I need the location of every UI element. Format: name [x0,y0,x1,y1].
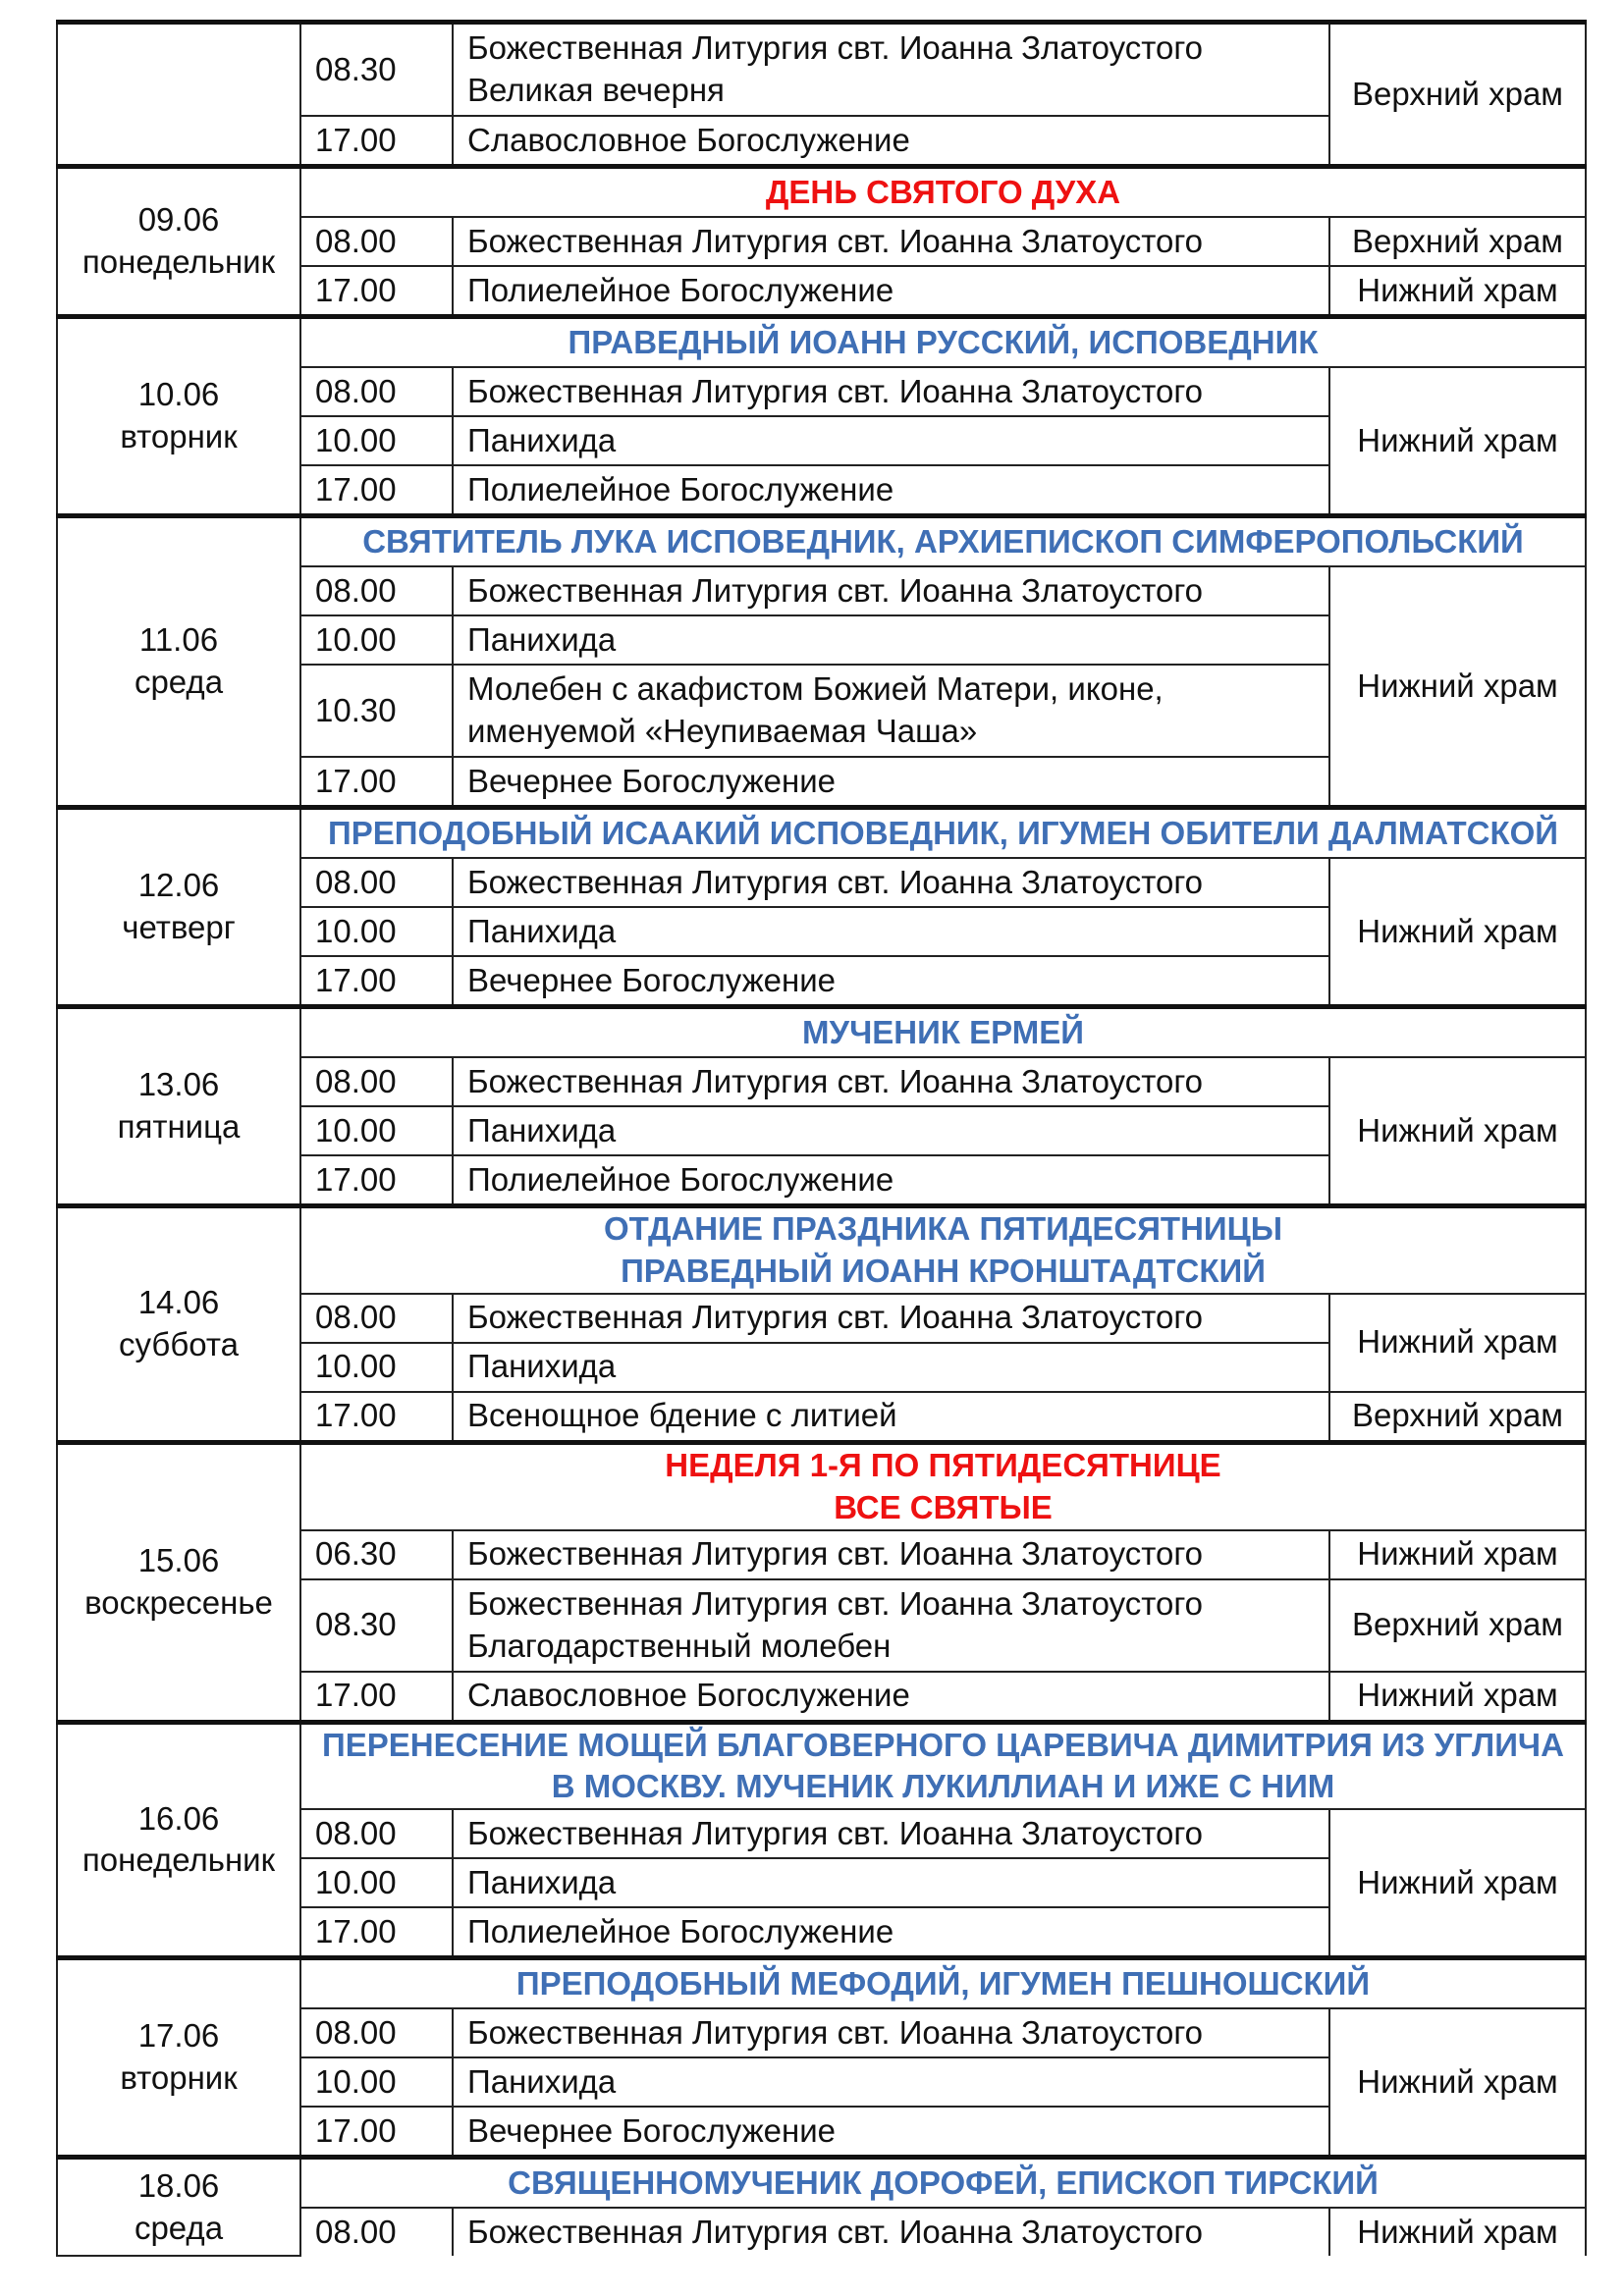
service-name-line: Божественная Литургия свт. Иоанна Златоустого [467,29,1204,67]
service-name [453,1392,1329,1443]
service-name-line: Полиелейное Богослужение [467,271,894,308]
service-name [453,757,1329,808]
service-name [453,23,1329,117]
service-name [453,566,1329,615]
service-time: 17.00 [300,1672,453,1723]
feast-line: ПРАВЕДНЫЙ ИОАНН КРОНШТАДТСКИЙ [621,1252,1266,1289]
feast-row [57,2158,1586,2209]
feast-title [300,317,1586,368]
feast-title [300,167,1586,218]
service-name-line: Полиелейное Богослужение [467,1912,894,1949]
service-name [453,116,1329,167]
feast-row [57,317,1586,368]
service-time: 08.30 [300,1579,453,1672]
service-time: 08.00 [300,1294,453,1343]
feast-row [57,1958,1586,2009]
service-time: 10.00 [300,615,453,665]
service-name [453,1343,1329,1392]
service-name-line: Божественная Литургия свт. Иоанна Златоустого [467,1062,1204,1099]
service-name-line: Вечернее Богослужение [467,2111,837,2149]
day-date: 10.06 [137,376,220,413]
service-time: 08.00 [300,217,453,266]
service-name-line: Вечернее Богослужение [467,961,837,998]
service-name [453,615,1329,665]
service-time: 08.30 [300,23,453,117]
service-name-line: Божественная Литургия свт. Иоанна Златоустого [467,222,1204,259]
service-name [453,1809,1329,1858]
feast-title [300,1722,1586,1809]
service-time: 08.00 [300,1057,453,1106]
day-date: 18.06 [137,2166,220,2204]
service-time: 17.00 [300,757,453,808]
service-name-line: Божественная Литургия свт. Иоанна Златоустого [467,2213,1204,2250]
service-name [453,416,1329,465]
service-name [453,465,1329,516]
day-date-cell [57,1958,300,2158]
day-date: 14.06 [137,1284,220,1320]
service-time: 17.00 [300,2107,453,2158]
day-weekday: пятница [117,1108,241,1145]
day-date-cell [57,1722,300,1958]
day-date-cell [57,23,300,167]
feast-row [57,1206,1586,1294]
day-date: 12.06 [137,867,220,904]
service-time: 17.00 [300,1155,453,1206]
service-name-line: Славословное Богослужение [467,1677,910,1714]
day-date-cell [57,808,300,1007]
service-name-line: Панихида [467,421,617,458]
service-name-line: Славословное Богослужение [467,121,910,158]
day-weekday: среда [134,664,224,700]
feast-title [300,1958,1586,2009]
service-place: Нижний храм [1329,1057,1586,1206]
day-date: 15.06 [137,1541,220,1578]
service-name-line: Вечернее Богослужение [467,762,837,799]
service-time: 10.00 [300,416,453,465]
day-weekday: четверг [122,909,236,945]
service-name [453,217,1329,266]
feast-line: ПРЕПОДОБНЫЙ ИСААКИЙ ИСПОВЕДНИК, ИГУМЕН ОБИТЕЛИ ДАЛМАТСКОЙ [328,814,1558,851]
feast-title [300,1206,1586,1294]
service-name-line: Благодарственный молебен [467,1627,892,1664]
service-place: Нижний храм [1329,2208,1586,2256]
service-name-line: Панихида [467,1111,617,1148]
service-name-line: Божественная Литургия свт. Иоанна Златоустого [467,2013,1204,2051]
feast-line: ПЕРЕНЕСЕНИЕ МОЩЕЙ БЛАГОВЕРНОГО ЦАРЕВИЧА ДИМИТРИЯ ИЗ УГЛИЧА [322,1726,1564,1763]
feast-row [57,1007,1586,1058]
service-name-line: Божественная Литургия свт. Иоанна Златоустого [467,1814,1204,1851]
day-date-cell [57,317,300,516]
feast-row [57,1442,1586,1529]
service-place: Нижний храм [1329,858,1586,1007]
service-place: Верхний храм [1329,1579,1586,1672]
feast-line: МУЧЕНИК ЕРМЕЙ [802,1013,1084,1050]
feast-title [300,808,1586,859]
service-time: 17.00 [300,266,453,317]
day-date: 17.06 [137,2017,220,2055]
day-weekday: воскресенье [84,1583,273,1621]
service-name-line: Божественная Литургия свт. Иоанна Златоустого [467,1535,1204,1573]
day-weekday: суббота [119,1325,239,1362]
service-time: 10.00 [300,907,453,956]
service-name [453,1106,1329,1155]
service-name [453,1907,1329,1958]
service-place: Верхний храм [1329,23,1586,167]
service-time: 17.00 [300,1392,453,1443]
service-time: 08.00 [300,566,453,615]
service-time: 17.00 [300,465,453,516]
day-date-cell [57,2158,300,2257]
service-time: 06.30 [300,1530,453,1579]
day-date: 16.06 [137,1799,220,1837]
service-place: Нижний храм [1329,566,1586,808]
service-row [57,23,1586,117]
service-name [453,1672,1329,1723]
feast-row [57,808,1586,859]
feast-row [57,516,1586,567]
schedule-table [56,20,1587,2257]
service-time: 10.00 [300,1858,453,1907]
service-place: Нижний храм [1329,1530,1586,1579]
service-name-line: Панихида [467,1863,617,1900]
feast-line: В МОСКВУ. МУЧЕНИК ЛУКИЛЛИАН И ИЖЕ С НИМ [551,1768,1335,1805]
service-name-line: Полиелейное Богослужение [467,470,894,507]
service-name [453,2057,1329,2107]
day-weekday: вторник [120,418,238,454]
day-date-cell [57,1007,300,1206]
feast-row [57,167,1586,218]
service-name-line: Божественная Литургия свт. Иоанна Златоустого [467,863,1204,900]
service-place: Нижний храм [1329,1672,1586,1723]
service-place: Нижний храм [1329,1809,1586,1958]
service-name-line: Молебен с акафистом Божией Матери, иконе, [467,670,1164,708]
day-weekday: понедельник [81,1842,276,1879]
service-name [453,1858,1329,1907]
service-place: Нижний храм [1329,266,1586,317]
feast-line: НЕДЕЛЯ 1-Я ПО ПЯТИДЕСЯТНИЦЕ [665,1446,1221,1483]
day-weekday: понедельник [81,243,276,280]
service-time: 08.00 [300,367,453,416]
service-name [453,1057,1329,1106]
service-name [453,956,1329,1007]
service-name-line: Божественная Литургия свт. Иоанна Златоустого [467,571,1204,609]
service-name-line: Всенощное бдение с литией [467,1397,897,1434]
day-weekday: вторник [120,2059,238,2097]
feast-title [300,1442,1586,1529]
service-name-line: Полиелейное Богослужение [467,1160,894,1198]
service-place: Нижний храм [1329,1294,1586,1392]
service-time: 10.00 [300,1343,453,1392]
service-name-line: Панихида [467,2062,617,2100]
service-time: 10.30 [300,665,453,757]
service-name-line: именуемой «Неупиваемая Чаша» [467,713,978,749]
service-time: 08.00 [300,858,453,907]
service-name [453,266,1329,317]
feast-title [300,1007,1586,1058]
service-time: 08.00 [300,2208,453,2256]
service-name [453,367,1329,416]
day-weekday: среда [134,2209,224,2246]
feast-line: СВЯТИТЕЛЬ ЛУКА ИСПОВЕДНИК, АРХИЕПИСКОП СИМФЕРОПОЛЬСКИЙ [362,522,1524,560]
day-date-cell [57,1442,300,1722]
service-name [453,2107,1329,2158]
service-name [453,2208,1329,2256]
feast-line: СВЯЩЕННОМУЧЕНИК ДОРОФЕЙ, ЕПИСКОП ТИРСКИЙ [508,2163,1379,2201]
feast-line: ДЕНЬ СВЯТОГО ДУХА [765,173,1121,210]
feast-title [300,2158,1586,2209]
day-date-cell [57,1206,300,1443]
feast-row [57,1722,1586,1809]
service-time: 17.00 [300,1907,453,1958]
service-name-line: Божественная Литургия свт. Иоанна Златоустого [467,1584,1204,1622]
service-time: 10.00 [300,1106,453,1155]
service-time: 10.00 [300,2057,453,2107]
day-date: 13.06 [137,1066,220,1103]
service-place: Нижний храм [1329,2008,1586,2158]
day-date: 09.06 [137,201,220,239]
service-name [453,2008,1329,2057]
service-time: 08.00 [300,2008,453,2057]
feast-line: ОТДАНИЕ ПРАЗДНИКА ПЯТИДЕСЯТНИЦЫ [603,1210,1283,1247]
service-time: 17.00 [300,116,453,167]
service-name [453,1294,1329,1343]
service-name-line: Панихида [467,912,617,949]
service-name-line: Божественная Литургия свт. Иоанна Златоустого [467,372,1204,409]
day-date-cell [57,167,300,317]
service-name [453,858,1329,907]
feast-line: ВСЕ СВЯТЫЕ [834,1488,1053,1525]
service-name [453,1530,1329,1579]
feast-line: ПРАВЕДНЫЙ ИОАНН РУССКИЙ, ИСПОВЕДНИК [568,323,1319,360]
service-name [453,907,1329,956]
service-place: Нижний храм [1329,367,1586,516]
service-time: 17.00 [300,956,453,1007]
feast-line: ПРЕПОДОБНЫЙ МЕФОДИЙ, ИГУМЕН ПЕШНОШСКИЙ [515,1964,1371,2002]
service-name [453,1579,1329,1672]
day-date-cell [57,516,300,808]
service-name-line: Божественная Литургия свт. Иоанна Златоустого [467,1299,1204,1336]
service-name [453,665,1329,757]
service-name [453,1155,1329,1206]
service-time: 08.00 [300,1809,453,1858]
service-name-line: Великая вечерня [467,72,725,108]
feast-title [300,516,1586,567]
service-place: Верхний храм [1329,1392,1586,1443]
day-date: 11.06 [138,621,219,659]
service-place: Верхний храм [1329,217,1586,266]
service-name-line: Панихида [467,1348,617,1385]
service-name-line: Панихида [467,620,617,658]
